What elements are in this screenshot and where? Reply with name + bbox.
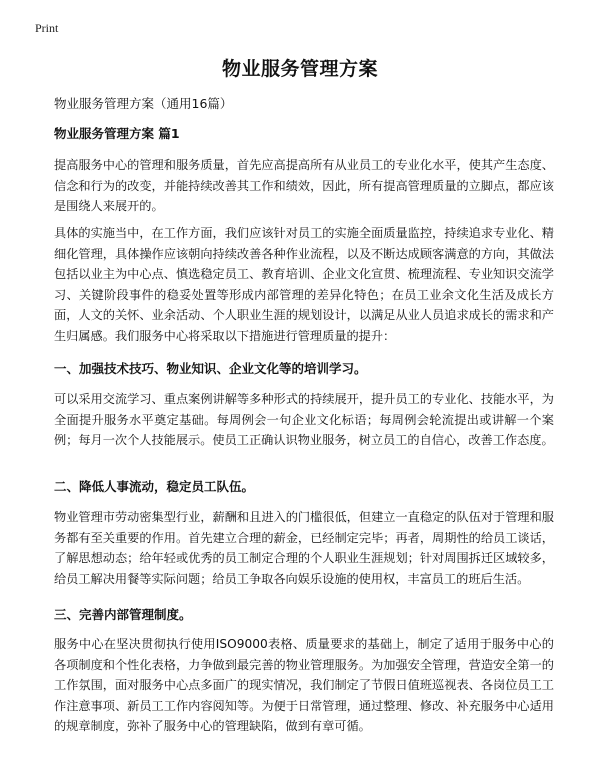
- section-heading-internal-management: 三、完善内部管理制度。: [54, 607, 192, 622]
- paragraph-intro: 提高服务中心的管理和服务质量，首先应高提高所有从业员工的专业化水平，使其产生态度、信念和行为的改变，并能持续改善其工作和绩效，因此，所有提高管理质量的立脚点，都应该是围绕人来展开的。: [54, 158, 554, 213]
- paragraph-staff-stability: 物业管理市劳动密集型行业，薪酬和且进入的门槛很低，但建立一直稳定的队伍对于管理和服务都有至关重要的作用。首先建立合理的薪金，已经制定完毕；再者，周期性的给员工谈话，了解思想动态；给年轻或优秀的员工制定合理的个人职业生涯规划；针对周围拆迁区域较多，给员工解决用餐等实际问题；给员工争取各向娱乐设施的使用权，丰富员工的班后生活。: [54, 510, 554, 586]
- section-heading-staff-stability: 二、降低人事流动，稳定员工队伍。: [54, 479, 255, 494]
- paragraph-internal-management: 服务中心在坚决贯彻执行使用ISO9000表格、质量要求的基础上，制定了适用于服务中心的各项制度和个性化表格，力争做到最完善的物业管理服务。为加强安全管理，营造安全第一的工作氛围，面对服务中心点多面广的现实情况，我们制定了节假日值班巡视表、各岗位员工工作注意事项、新员工工作内容阅知等。为便于日常管理，通过整理、修改、补充服务中心适用的规章制度，弥补了服务中心的管理缺陷，做到有章可循。: [54, 637, 554, 733]
- document-subtitle: 物业服务管理方案（通用16篇）: [54, 96, 233, 111]
- page-title: 物业服务管理方案: [221, 58, 378, 80]
- paragraph-training: 可以采用交流学习、重点案例讲解等多种形式的持续展开，提升员工的专业化、技能水平，为全面提升服务水平奠定基础。每周例会一句企业文化标语；每周例会轮流提出或讲解一个案例；每月一次个人技能展示。使员工正确认识物业服务，树立员工的自信心，改善工作态度。: [54, 392, 554, 447]
- article-heading: 物业服务管理方案 篇1: [54, 126, 180, 141]
- print-link[interactable]: Print: [35, 21, 59, 35]
- section-heading-training: 一、加强技术技巧、物业知识、企业文化等的培训学习。: [54, 361, 367, 376]
- paragraph-implementation: 具体的实施当中，在工作方面，我们应该针对员工的实施全面质量监控，持续追求专业化、精细化管理，具体操作应该朝向持续改善各种作业流程，以及不断达成顾客满意的方向，其做法包括以业主为中心点、慎选稳定员工、教育培训、企业文化宣贯、梳理流程、专业知识交流学习、关键阶段事件的稳妥处置等形成内部管理的差异化特色；在员工业余文化生活及成长方面，人文的关怀、业余活动、个人职业生涯的规划设计，以满足从业人员追求成长的需求和产生归属感。我们服务中心将采取以下措施进行管理质量的提升：: [54, 226, 554, 343]
